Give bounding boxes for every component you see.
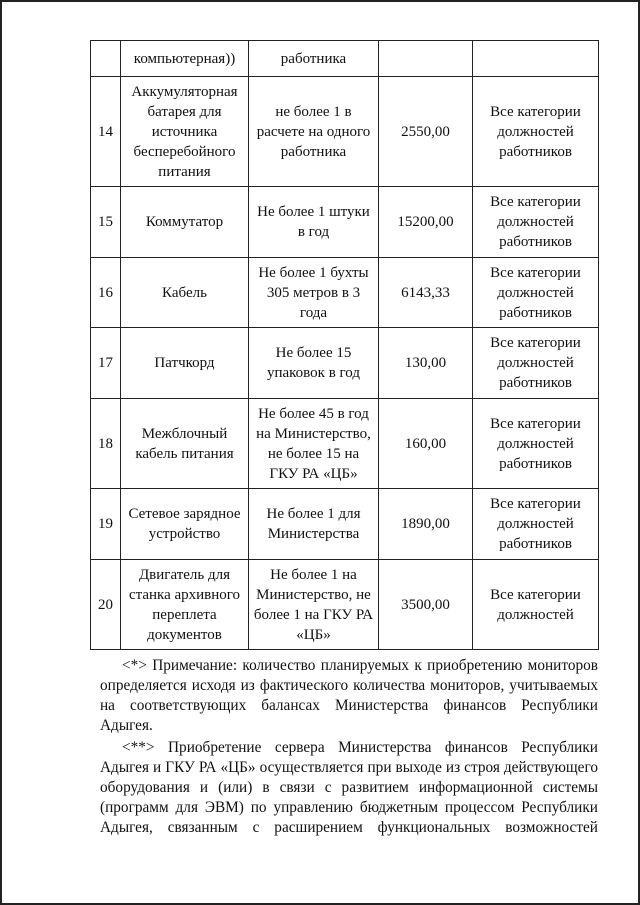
table-row <box>91 560 599 650</box>
row-number: 14 <box>91 77 121 187</box>
table-row <box>91 41 599 77</box>
item-price: 6143,33 <box>379 258 473 328</box>
row-number: 17 <box>91 328 121 399</box>
table-row <box>91 77 599 187</box>
table-row <box>91 399 599 489</box>
item-norm: Не более 1 бухты 305 метров в 3 года <box>249 258 379 328</box>
item-price: 2550,00 <box>379 77 473 187</box>
item-name: Кабель <box>121 258 249 328</box>
item-name: Коммутатор <box>121 187 249 258</box>
item-price: 1890,00 <box>379 489 473 560</box>
item-category: Все категории должностей работников <box>473 258 599 328</box>
note-server: <**> Приобретение сервера Министерства финансов Республики Адыгея и ГКУ РА «ЦБ» осуществляется при выходе из строя действующего оборудования и (или) в связи с развитием информационной системы (программ для ЭВМ) по управлению бюджетным процессом Республики Адыгея, связанным с расширением функциональных возможностей <box>100 739 598 836</box>
table-row <box>91 187 599 258</box>
table-row <box>91 489 599 560</box>
item-category: Все категории должностей работников <box>473 399 599 489</box>
row-number: 18 <box>91 399 121 489</box>
row-number: 20 <box>91 560 121 650</box>
item-name: Межблочный кабель питания <box>121 399 249 489</box>
item-norm: не более 1 в расчете на одного работника <box>249 77 379 187</box>
item-norm: Не более 1 штуки в год <box>249 187 379 258</box>
item-category: Все категории должностей работников <box>473 489 599 560</box>
table-row <box>91 328 599 399</box>
item-price: 130,00 <box>379 328 473 399</box>
item-name: компьютерная)) <box>121 41 249 77</box>
item-name: Патчкорд <box>121 328 249 399</box>
item-price: 3500,00 <box>379 560 473 650</box>
item-category <box>473 41 599 77</box>
note-monitors: <*> Примечание: количество планируемых к приобретению мониторов определяется исходя из фактического количества мониторов, учитываемых на соответствующих балансах Министерства финансов Республики Адыгея. <box>100 657 598 734</box>
item-price <box>379 41 473 77</box>
item-norm: Не более 1 на Министерство, не более 1 на ГКУ РА «ЦБ» <box>249 560 379 650</box>
row-number: 16 <box>91 258 121 328</box>
item-price: 160,00 <box>379 399 473 489</box>
item-category: Все категории должностей работников <box>473 328 599 399</box>
item-name: Двигатель для станка архивного переплета документов <box>121 560 249 650</box>
item-price: 15200,00 <box>379 187 473 258</box>
item-norm: Не более 45 в год на Министерство, не более 15 на ГКУ РА «ЦБ» <box>249 399 379 489</box>
item-category: Все категории должностей <box>473 560 599 650</box>
item-category: Все категории должностей работников <box>473 187 599 258</box>
item-norm: Не более 1 для Министерства <box>249 489 379 560</box>
item-category: Все категории должностей работников <box>473 77 599 187</box>
notes-section <box>100 656 598 840</box>
row-number: 19 <box>91 489 121 560</box>
table-row <box>91 258 599 328</box>
row-number <box>91 41 121 77</box>
item-name: Аккумуляторная батарея для источника бесперебойного питания <box>121 77 249 187</box>
item-norm: работника <box>249 41 379 77</box>
item-name: Сетевое зарядное устройство <box>121 489 249 560</box>
item-norm: Не более 15 упаковок в год <box>249 328 379 399</box>
equipment-norms-table <box>90 40 599 650</box>
row-number: 15 <box>91 187 121 258</box>
